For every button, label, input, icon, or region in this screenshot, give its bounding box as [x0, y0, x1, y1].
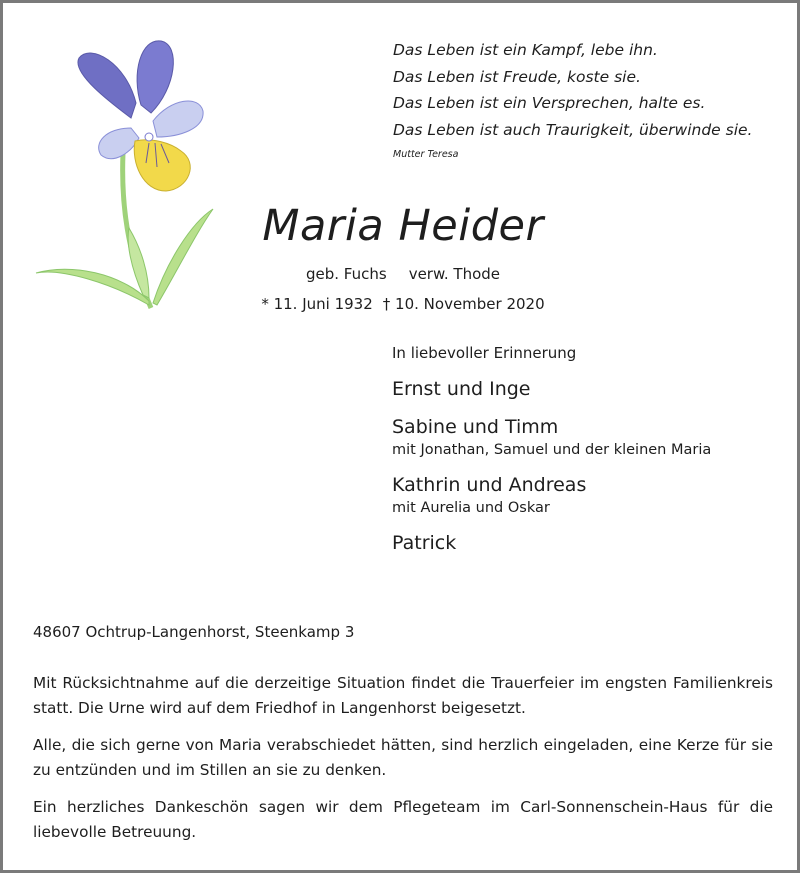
family-member-name: Patrick: [392, 532, 457, 554]
family-member-children: mit Jonathan, Samuel und der kleinen Maria: [392, 442, 712, 458]
poem-line: Das Leben ist ein Kampf, lebe ihn.: [393, 41, 658, 59]
poem-line: Das Leben ist Freude, koste sie.: [393, 67, 641, 86]
family-block: [392, 344, 792, 568]
family-group: [392, 376, 792, 402]
family-group: [392, 472, 792, 518]
life-dates: [153, 295, 653, 313]
address: 48607 Ochtrup-Langenhorst, Steenkamp 3: [33, 623, 355, 641]
birth-date: * 11. Juni 1932: [261, 295, 373, 313]
family-group: [392, 530, 792, 556]
notice-paragraph: Ein herzliches Dankeschön sagen wir dem Pflegeteam im Carl-Sonnenschein-Haus für die liebevolle Betreuung.: [33, 798, 773, 841]
notice-text: [33, 671, 773, 857]
name-details: [203, 265, 603, 283]
widowed-name: verw. Thode: [408, 265, 500, 283]
family-member-children: mit Aurelia und Oskar: [392, 500, 550, 516]
family-group: [392, 414, 792, 460]
family-member-name: Ernst und Inge: [392, 378, 531, 400]
poem-line: Das Leben ist ein Versprechen, halte es.: [393, 94, 706, 112]
family-member-name: Sabine und Timm: [392, 416, 559, 438]
poem-author: Mutter Teresa: [393, 149, 459, 160]
family-member-name: Kathrin und Andreas: [392, 474, 587, 496]
family-intro: In liebevoller Erinnerung: [392, 344, 577, 362]
maiden-name: geb. Fuchs: [306, 265, 387, 283]
deceased-name: Maria Heider: [262, 201, 544, 251]
poem-line: Das Leben ist auch Traurigkeit, überwinde sie.: [393, 120, 753, 139]
poem-block: [393, 37, 788, 160]
pansy-flower-icon: [31, 33, 221, 318]
notice-paragraph: Mit Rücksichtnahme auf die derzeitige Situation findet die Trauerfeier im engsten Familienkreis statt. Die Urne wird auf dem Friedhof in Langenhorst beigesetzt.: [33, 674, 773, 717]
notice-paragraph: Alle, die sich gerne von Maria verabschiedet hätten, sind herzlich eingeladen, eine Kerze für sie zu entzünden und im Stillen an sie zu denken.: [33, 736, 773, 779]
death-date: † 10. November 2020: [382, 295, 545, 313]
